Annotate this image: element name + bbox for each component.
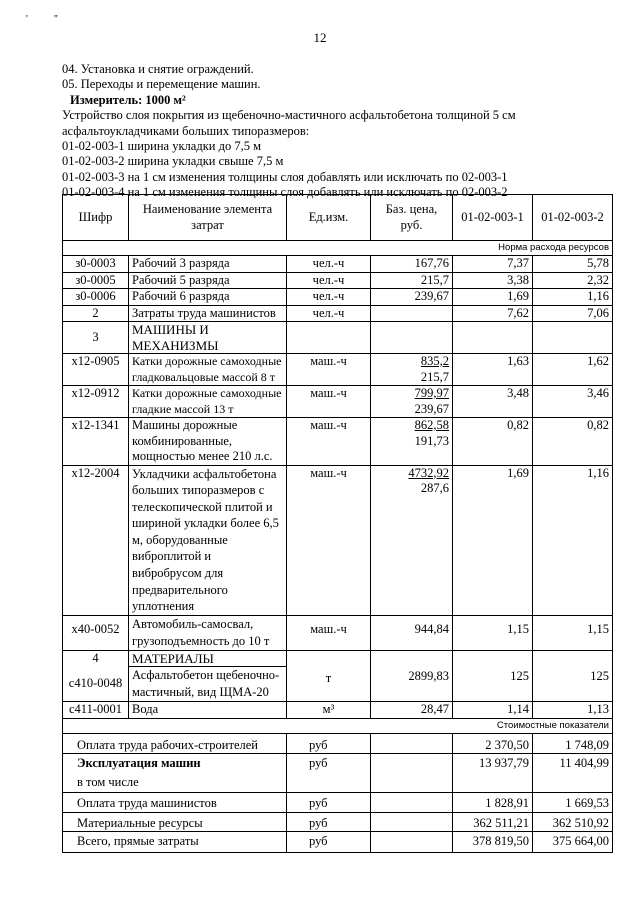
row-value-2: 1,13 [533,702,613,719]
scan-marks [26,14,84,25]
section-code: 3 [63,322,129,354]
row-value-2: 3,46 [533,386,613,418]
row-price [371,305,453,322]
row-name: Вода [129,702,287,719]
price-main: 799,97 [414,386,449,400]
row-price [371,418,453,466]
row-code: з0-0006 [63,289,129,306]
table-row [63,305,613,322]
intro-line: 04. Установка и снятие ограждений. [62,62,254,76]
row-price [371,465,453,615]
table-row [63,465,613,615]
row-name: Укладчики асфальтобетона больших типоразмеров с телескопической плитой и шириной укладки более 6,5 м, оборудованные виброплитой и вибробрусом для предварительного уплотнения [129,465,287,615]
scan-mark: " [53,14,84,25]
row-name: Рабочий 6 разряда [129,289,287,306]
empty-cell [453,322,533,354]
price-secondary: 191,73 [414,433,449,448]
total-value-1: 13 937,79 [453,754,533,793]
row-code: з0-0005 [63,272,129,289]
row-unit: маш.-ч [287,465,371,615]
total-row [63,812,613,832]
total-value-1: 378 819,50 [453,832,533,853]
section-row [63,322,613,354]
table-row [63,354,613,386]
total-row [63,832,613,853]
row-value-1: 3,38 [453,272,533,289]
empty-cell [371,812,453,832]
row-value-2: 125 [533,667,613,702]
total-value-2: 362 510,92 [533,812,613,832]
row-name: Автомобиль-самосвал, грузоподъемность до 10 т [129,615,287,650]
price-secondary: 287,6 [420,481,449,495]
price-main: 4732,92 [408,465,449,480]
row-unit: маш.-ч [287,354,371,386]
row-value-2: 1,62 [533,354,613,386]
row-value-1: 1,63 [453,354,533,386]
row-price: 2899,83 [371,667,453,702]
total-unit: руб [287,754,371,793]
empty-cell [371,733,453,754]
total-name: Всего, прямые затраты [63,832,287,853]
intro-line: 05. Переходы и перемещение машин. [62,77,261,92]
row-value-2: 5,78 [533,256,613,273]
total-value-2: 1 669,53 [533,793,613,813]
including-label: в том числе [77,775,139,790]
description-line: 01-02-003-4 на 1 см изменения толщины слоя добавлять или исключать по 02-003-2 [62,185,508,200]
row-code: с410-0048 [63,667,129,702]
row-price: 28,47 [371,702,453,719]
total-value-2: 375 664,00 [533,832,613,853]
total-value-1: 362 511,21 [453,812,533,832]
row-name: Катки дорожные самоходные гладковальцовые массой 8 т [129,354,287,386]
price-secondary: 239,67 [414,401,449,416]
row-value-1: 0,82 [453,418,533,466]
row-name: Асфальтобетон щебеночно-мастичный, вид ЩМА-20 [129,667,287,702]
row-value-2: 1,16 [533,465,613,615]
row-name: Машины дорожные комбинированные, мощностью менее 210 л.с. [129,418,287,466]
header-col1: 01-02-003-1 [453,195,533,241]
row-code: х40-0052 [63,615,129,650]
row-code: х12-2004 [63,465,129,615]
empty-cell [371,793,453,813]
table-row [63,667,613,702]
header-unit: Ед.изм. [287,195,371,241]
price-main: 862,58 [414,418,449,432]
total-row [63,793,613,813]
description-line: 01-02-003-3 на 1 см изменения толщины слоя добавлять или исключать по 02-003-1 [62,169,508,184]
total-unit: руб [287,832,371,853]
total-name-text: Эксплуатация машин [77,756,201,771]
empty-cell [371,322,453,354]
total-name: Материальные ресурсы [63,812,287,832]
row-name: Рабочий 5 разряда [129,272,287,289]
row-code: з0-0003 [63,256,129,273]
table-row [63,386,613,418]
total-unit: руб [287,733,371,754]
header-name: Наименование элемента затрат [129,195,287,241]
row-value-1: 1,69 [453,289,533,306]
description-line: 01-02-003-2 ширина укладки свыше 7,5 м [62,154,284,169]
empty-cell [371,754,453,793]
row-unit: чел.-ч [287,256,371,273]
row-value-1: 1,14 [453,702,533,719]
price-main: 835,2 [420,354,449,368]
section-row [63,650,613,667]
total-row [63,733,613,754]
row-unit: чел.-ч [287,272,371,289]
total-value-1: 2 370,50 [453,733,533,754]
header-col2: 01-02-003-2 [533,195,613,241]
table-row [63,615,613,650]
measure-unit: Измеритель: 1000 м² [70,92,186,107]
row-value-2: 1,15 [533,615,613,650]
subheader-cost: Стоимостные показатели [63,718,613,733]
row-price [371,386,453,418]
table-row [63,272,613,289]
empty-cell [533,650,613,667]
empty-cell [287,650,371,667]
total-value-2: 1 748,09 [533,733,613,754]
total-unit: руб [287,793,371,813]
price-secondary: 215,7 [420,369,449,384]
subheader-norm: Норма расхода ресурсов [63,241,613,256]
total-row [63,754,613,793]
row-value-2: 2,32 [533,272,613,289]
row-value-1: 1,15 [453,615,533,650]
row-value-1: 3,48 [453,386,533,418]
empty-cell [453,650,533,667]
row-price: 167,76 [371,256,453,273]
row-value-1: 125 [453,667,533,702]
row-unit: м³ [287,702,371,719]
row-name: Рабочий 3 разряда [129,256,287,273]
header-price: Баз. цена, руб. [371,195,453,241]
intro-text [62,62,622,201]
row-unit: маш.-ч [287,418,371,466]
row-price: 215,7 [371,272,453,289]
description-line: Устройство слоя покрытия из щебеночно-мастичного асфальтобетона толщиной 5 см [62,108,516,123]
row-code: х12-1341 [63,418,129,466]
table-row [63,256,613,273]
empty-cell [371,832,453,853]
row-value-1: 7,62 [453,305,533,322]
total-name: Оплата труда рабочих-строителей [63,733,287,754]
table-row [63,418,613,466]
row-unit: маш.-ч [287,615,371,650]
table-header-row [63,195,613,241]
section-title: МАТЕРИАЛЫ [129,650,287,667]
total-name [63,754,287,793]
subheader-row [63,241,613,256]
scan-mark: ' [26,14,54,25]
description-line: асфальтоукладчиками больших типоразмеров: [62,123,310,138]
row-code: с411-0001 [63,702,129,719]
row-price: 239,67 [371,289,453,306]
row-unit: чел.-ч [287,305,371,322]
table-row [63,702,613,719]
row-value-1: 1,69 [453,465,533,615]
row-unit: т [287,667,371,702]
row-unit: маш.-ч [287,386,371,418]
resource-table [62,194,613,853]
row-price [371,354,453,386]
row-price: 944,84 [371,615,453,650]
total-value-1: 1 828,91 [453,793,533,813]
empty-cell [371,650,453,667]
row-code: х12-0905 [63,354,129,386]
row-unit: чел.-ч [287,289,371,306]
description-line: 01-02-003-1 ширина укладки до 7,5 м [62,139,261,154]
row-value-1: 7,37 [453,256,533,273]
row-code: 2 [63,305,129,322]
total-name: Оплата труда машинистов [63,793,287,813]
row-code: х12-0912 [63,386,129,418]
subheader-row [63,718,613,733]
total-unit: руб [287,812,371,832]
empty-cell [287,322,371,354]
total-value-2: 11 404,99 [533,754,613,793]
table-row [63,289,613,306]
row-value-2: 0,82 [533,418,613,466]
row-name: Затраты труда машинистов [129,305,287,322]
row-name: Катки дорожные самоходные гладкие массой 13 т [129,386,287,418]
row-value-2: 1,16 [533,289,613,306]
row-value-2: 7,06 [533,305,613,322]
header-code: Шифр [63,195,129,241]
page-number: 12 [313,30,327,45]
section-code: 4 [63,650,129,667]
section-title: МАШИНЫ И МЕХАНИЗМЫ [129,322,287,354]
empty-cell [533,322,613,354]
